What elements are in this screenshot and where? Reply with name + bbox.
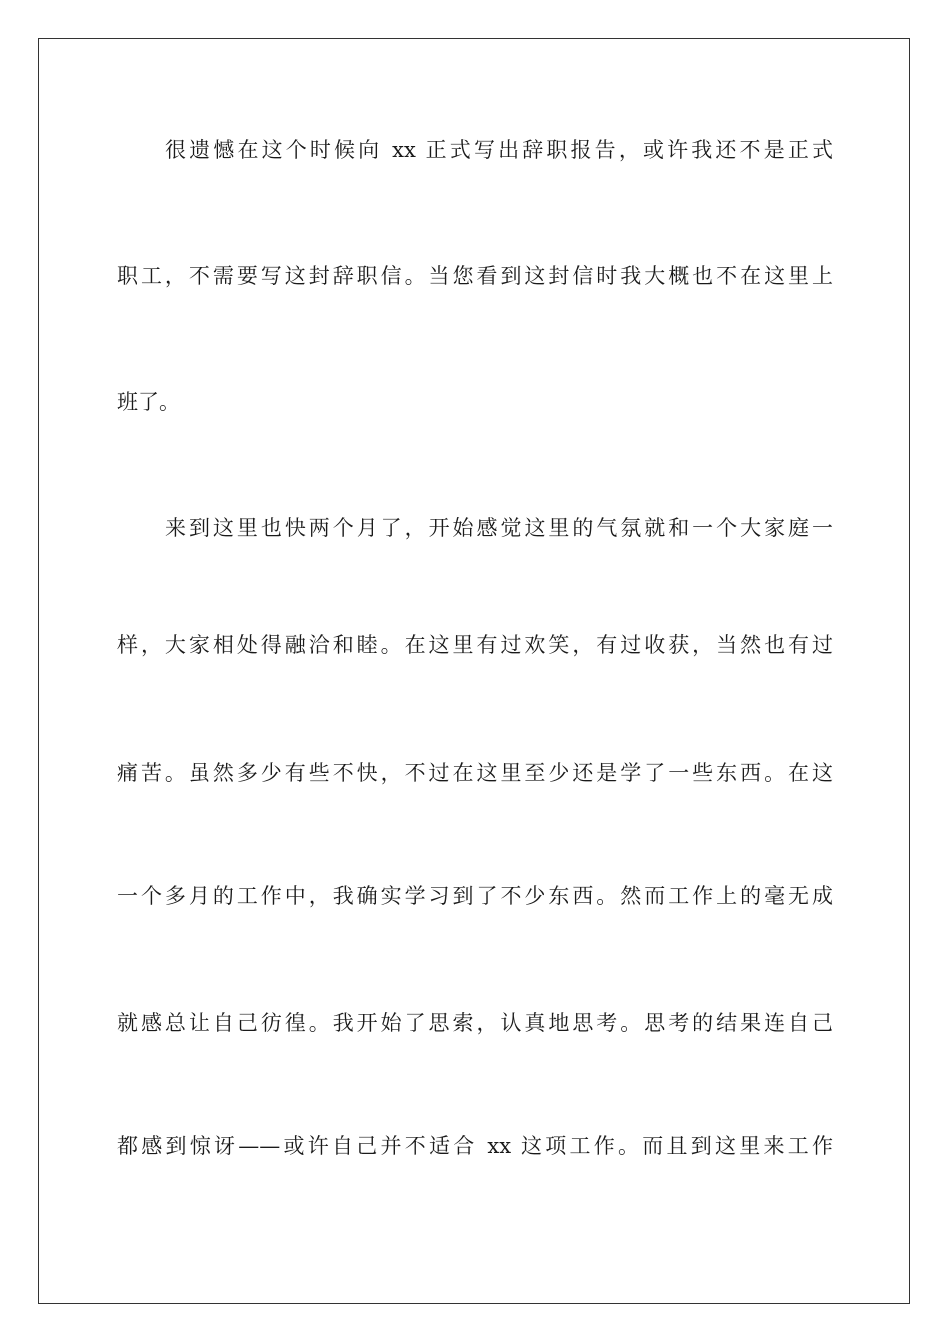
page-border [38, 38, 910, 1304]
paragraph-1-line-3: 班了。 [117, 390, 180, 414]
paragraph-2-line-3: 痛苦。虽然多少有些不快，不过在这里至少还是学了一些东西。在这 [117, 761, 833, 785]
paragraph-2-line-2: 样，大家相处得融洽和睦。在这里有过欢笑，有过收获，当然也有过 [117, 633, 833, 657]
paragraph-1-line-2: 职工，不需要写这封辞职信。当您看到这封信时我大概也不在这里上 [117, 264, 833, 288]
paragraph-2-line-4: 一个多月的工作中，我确实学习到了不少东西。然而工作上的毫无成 [117, 884, 833, 908]
paragraph-2-line-5: 就感总让自己彷徨。我开始了思索，认真地思考。思考的结果连自己 [117, 1011, 833, 1035]
paragraph-2-line-1: 来到这里也快两个月了，开始感觉这里的气氛就和一个大家庭一 [165, 516, 833, 540]
paragraph-1-line-1: 很遗憾在这个时候向 xx 正式写出辞职报告，或许我还不是正式 [165, 138, 833, 162]
paragraph-2-line-6: 都感到惊讶——或许自己并不适合 xx 这项工作。而且到这里来工作 [117, 1134, 833, 1158]
